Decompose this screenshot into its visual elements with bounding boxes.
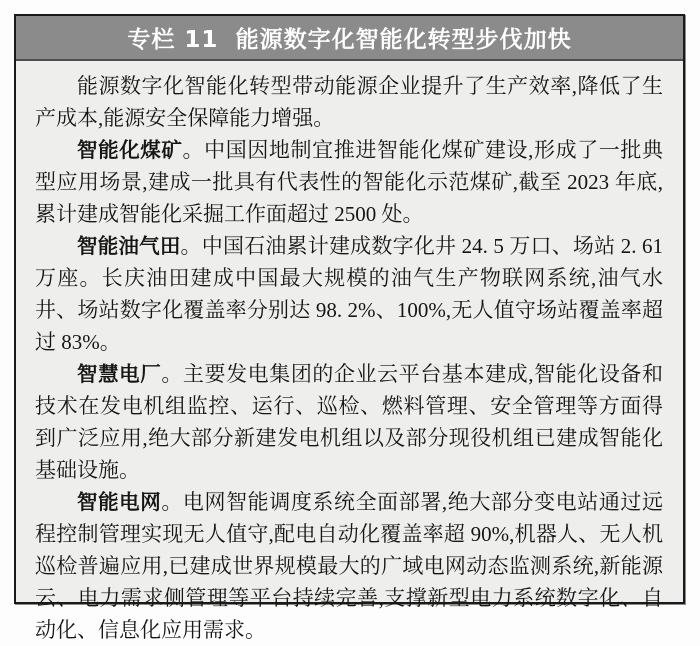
column-body [16, 61, 683, 646]
paragraph-smart-power-plant [35, 358, 663, 486]
paragraph-lead: 智能油气田 [77, 234, 181, 258]
paragraph-lead: 智能化煤矿 [77, 138, 183, 162]
paragraph-smart-grid [35, 486, 663, 646]
paragraph-oil-gas-field [35, 230, 663, 358]
paragraph-lead: 智能电网 [77, 490, 162, 514]
column-number-label: 专栏 11 [127, 27, 219, 53]
paragraph-lead: 智慧电厂 [77, 362, 162, 386]
paragraph-coal-mine [35, 134, 663, 230]
column-header [16, 16, 683, 61]
paragraph-text: 。中国石油累计建成数字化井 24. 5 万口、场站 2. 61 万座。长庆油田建成中国最大规模的油气生产物联网系统,油气水井、场站数字化覆盖率分别达 98. 2%、100%,无人值守场站覆盖率超过 83%。 [35, 234, 664, 354]
paragraph-text: 能源数字化智能化转型带动能源企业提升了生产效率,降低了生产成本,能源安全保障能力增强。 [35, 74, 663, 130]
paragraph-text: 。中国因地制宜推进智能化煤矿建设,形成了一批典型应用场景,建成一批具有代表性的智能化示范煤矿,截至 2023 年底,累计建成智能化采掘工作面超过 2500 处。 [35, 138, 664, 226]
paragraph-text: 。电网智能调度系统全面部署,绝大部分变电站通过远程控制管理实现无人值守,配电自动化覆盖率超 90%,机器人、无人机巡检普遍应用,已建成世界规模最大的广域电网动态监测系统,新能源云、电力需求侧管理等平台持续完善,支撑新型电力系统数字化、自动化、信息化应用需求。 [35, 490, 664, 642]
paragraph-intro [35, 70, 663, 134]
column-title: 能源数字化智能化转型步伐加快 [235, 27, 572, 53]
paragraph-text: 。主要发电集团的企业云平台基本建成,智能化设备和技术在发电机组监控、运行、巡检、燃料管理、安全管理等方面得到广泛应用,绝大部分新建发电机组以及部分现役机组已建成智能化基础设施。 [35, 362, 664, 482]
column-box [14, 14, 685, 642]
